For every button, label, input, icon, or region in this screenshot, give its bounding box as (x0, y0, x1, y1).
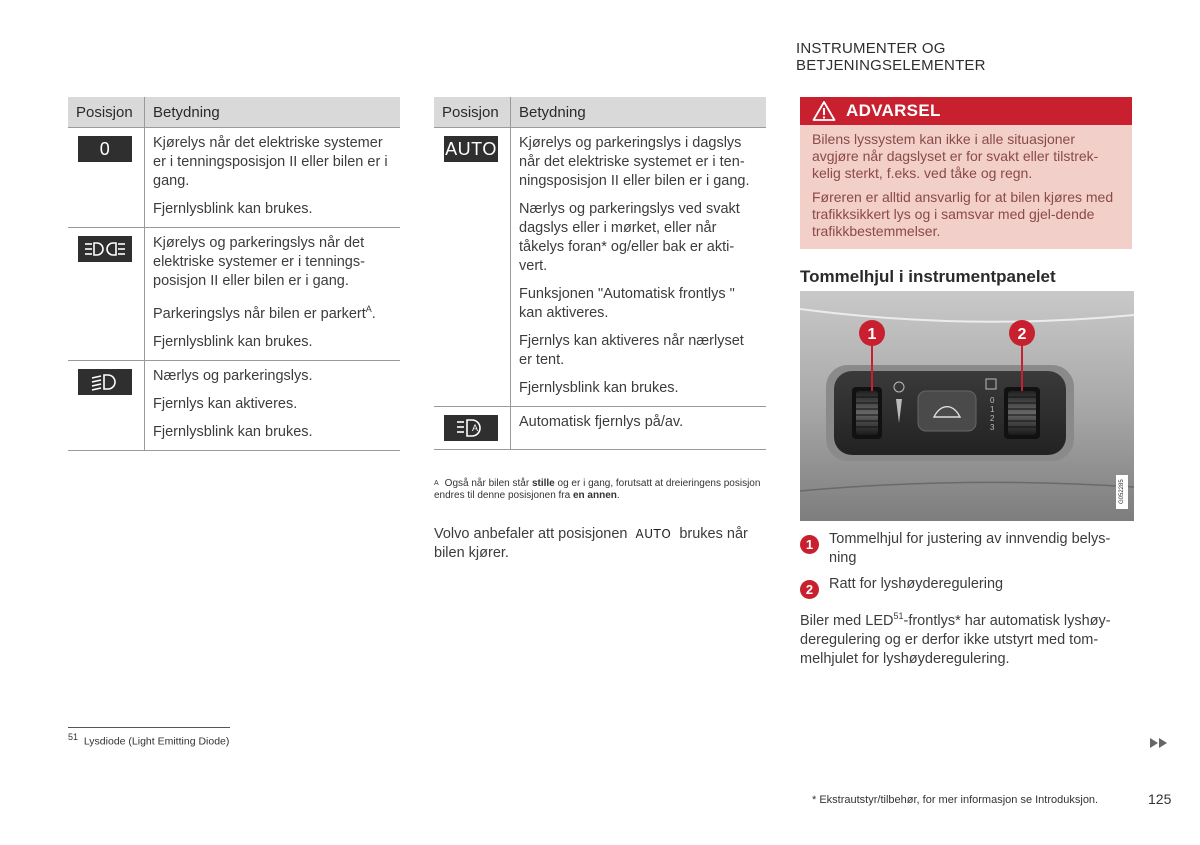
row-text: Fjernlysblink kan brukes. (153, 333, 313, 350)
row-text: Parkeringslys når bilen er parkert$^A$. (153, 304, 376, 322)
scale-mark: 0 (990, 396, 995, 405)
column-header-meaning: Betydning (145, 97, 401, 128)
scale-mark: 3 (990, 423, 995, 432)
callout-label: 1 (867, 326, 877, 343)
callout-label: 2 (1017, 326, 1027, 343)
table-row (68, 228, 400, 361)
warning-title: ADVARSEL (846, 101, 941, 120)
recommendation-text: Volvo anbefaler att posisjonen AUTO brukes når bilen kjører. (434, 526, 748, 561)
svg-text:A: A (472, 423, 479, 433)
row-text: Kjørelys når det elektriske systemer er i tenningsposisjon II eller bilen er i gang. (153, 135, 388, 189)
warning-triangle-icon (812, 100, 836, 122)
row-text: Fjernlysblink kan brukes. (153, 423, 313, 440)
column-header-position: Posisjon (68, 97, 145, 128)
dipped-beam-icon (78, 369, 132, 395)
warning-header (800, 97, 1132, 125)
scale-mark: 2 (990, 414, 995, 423)
legend-number: 1 (800, 535, 819, 554)
row-text: Kjørelys og parkeringslys i dagslys når det elektriske systemet er i ten-ningsposisjon II eller bilen er i gang. (519, 135, 750, 189)
auto-high-beam-icon (444, 415, 498, 441)
image-code: G052285 (1116, 475, 1128, 509)
footnote-51: $^{51}$ Lysdiode (Light Emitting Diode) (68, 732, 230, 748)
warning-box (800, 97, 1132, 249)
row-text: Fjernlysblink kan brukes. (519, 380, 679, 396)
legend-text: Ratt for lyshøyderegulering (829, 576, 1004, 592)
warning-text: Føreren er alltid ansvarlig for at bilen kjøres med trafikksikkert lys og i samsvar med gjel-dende trafikkbestemmelser. (812, 189, 1114, 239)
table-row (434, 407, 766, 450)
legend-item (800, 575, 1130, 599)
row-text: Nærlys og parkeringslys. (153, 367, 313, 384)
page-number: 125 (1148, 791, 1172, 807)
legend-number: 2 (800, 580, 819, 599)
section-heading: Tommelhjul i instrumentpanelet (800, 267, 1056, 286)
page-header-title: INSTRUMENTER OG BETJENINGSELEMENTER (796, 40, 986, 74)
light-position-table-right (434, 97, 766, 450)
row-text: Fjernlys kan aktiveres når nærlyset er tent. (519, 333, 744, 368)
row-text: Fjernlys kan aktiveres. (153, 395, 298, 412)
auto-position-icon: AUTO (444, 136, 498, 162)
table-footnote: $^A$ Også når bilen står stille og er i gang, forutsatt at dreieringens posisjon endres til denne posisjonen fra en annen. (434, 478, 761, 501)
next-page-arrows-icon[interactable] (1149, 737, 1169, 749)
column-header-position: Posisjon (434, 97, 511, 128)
zero-position-icon: 0 (78, 136, 132, 162)
parking-lights-icon (78, 236, 132, 262)
light-position-table-left (68, 97, 400, 451)
led-paragraph: Biler med LED$^{51}$-frontlys* har automatisk lyshøy-deregulering og er derfor ikke utstyrt med tom-melhjulet for lyshøyderegulering. (800, 611, 1111, 667)
scale-mark: 1 (990, 405, 995, 414)
table-row (434, 128, 766, 407)
thumbwheel-photo (800, 291, 1134, 521)
table-row (68, 360, 400, 450)
footer-note: * Ekstrautstyr/tilbehør, for mer informasjon se Introduksjon. (812, 794, 1099, 806)
table-row (68, 128, 400, 228)
footnote-divider (68, 727, 230, 728)
column-header-meaning: Betydning (511, 97, 767, 128)
warning-text: Bilens lyssystem kan ikke i alle situasjoner avgjøre når dagslyset er for svakt eller tilstrek-kelig sterkt, f.eks. ved tåke og regn. (812, 131, 1099, 181)
row-text: Automatisk fjernlys på/av. (519, 414, 684, 430)
auto-inline-icon: AUTO (635, 527, 672, 541)
row-text: Kjørelys og parkeringslys når det elektriske systemer er i tennings-posisjon II eller bilen er i gang. (153, 235, 365, 289)
row-text: Funksjonen "Automatisk frontlys " kan aktiveres. (519, 286, 735, 321)
legend-text: Tommelhjul for justering av innvendig belys-ning (829, 531, 1111, 566)
row-text: Fjernlysblink kan brukes. (153, 201, 313, 217)
legend-item (800, 530, 1130, 568)
row-text: Nærlys og parkeringslys ved svakt dagslys eller i mørket, eller når tåkelys foran* og/eller bak er akti-vert. (519, 201, 740, 274)
